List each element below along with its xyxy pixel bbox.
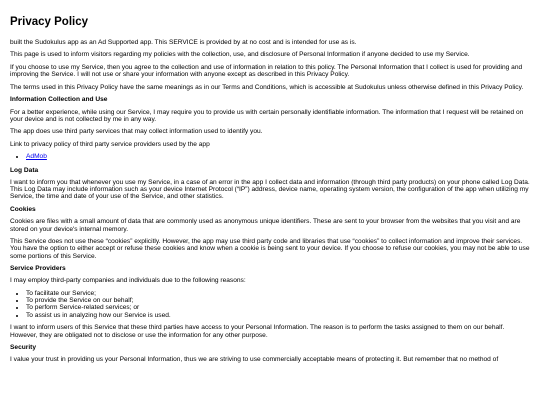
intro-paragraph-3: If you choose to use my Service, then you agree to the collection and use of information in relation to this policy. The Personal Information that I collect is used for providing and improving the Service. I will not use or share your information with anyone except as described in this Privacy Policy. bbox=[10, 63, 523, 79]
intro-paragraph-2: This page is used to inform visitors regarding my policies with the collection, use, and disclosure of Personal Information if anyone decided to use my Service. bbox=[10, 51, 470, 59]
intro-paragraph-4: The terms used in this Privacy Policy have the same meanings as in our Terms and Conditions, which is accessible at Sudokulus unless otherwise defined in this Privacy Policy. bbox=[10, 83, 524, 91]
security-paragraph: I value your trust in providing us your Personal Information, thus we are striving to use commercially acceptable means of protecting it. But remember that no method of bbox=[10, 356, 499, 364]
list-item: • To provide the Service on our behalf; bbox=[26, 297, 530, 304]
list-item: • To facilitate our Service; bbox=[26, 290, 530, 297]
info-collection-paragraph-3: Link to privacy policy of third party service providers used by the app bbox=[10, 140, 210, 148]
security-heading: Security bbox=[10, 344, 37, 352]
list-item: • To assist us in analyzing how our Service is used. bbox=[26, 312, 530, 319]
service-reasons-list bbox=[10, 290, 530, 319]
info-collection-heading: Information Collection and Use bbox=[10, 96, 108, 104]
service-providers-heading: Service Providers bbox=[10, 265, 66, 273]
service-providers-paragraph-2: I want to inform users of this Service that these third parties have access to your Personal Information. The reason is to perform the tasks assigned to them on our behalf. However, they are obligated not to disclose or use the information for any other purpose. bbox=[10, 324, 505, 339]
intro-paragraph-1: built the Sudokulus app as an Ad Supported app. This SERVICE is provided by at no cost and is intended for use as is. bbox=[10, 39, 357, 46]
info-collection-paragraph-2: The app does use third party services that may collect information used to identify you. bbox=[10, 128, 263, 136]
list-item: • To perform Service-related services; or bbox=[26, 304, 530, 311]
cookies-heading: Cookies bbox=[10, 205, 36, 213]
page-title: Privacy Policy bbox=[10, 16, 88, 28]
cookies-paragraph-2: This Service does not use these “cookies” explicitly. However, the app may use third party code and libraries that use “cookies” to collect information and improve their services. You have the option to either accept or refuse these cookies and know when a cookie is being sent to your device. If you choose to refuse our cookies, you may not be able to use some portions of this Service. bbox=[10, 238, 530, 260]
log-data-heading: Log Data bbox=[10, 166, 39, 174]
service-providers-paragraph-1: I may employ third-party companies and individuals due to the following reasons: bbox=[10, 277, 246, 285]
cookies-paragraph-1: Cookies are files with a small amount of data that are commonly used as anonymous unique identifiers. These are sent to your browser from the websites that you visit and are stored on your device's internal memory. bbox=[10, 218, 521, 233]
admob-link[interactable]: AdMob bbox=[26, 153, 47, 161]
list-item bbox=[26, 153, 530, 160]
log-data-paragraph: I want to inform you that whenever you use my Service, in a case of an error in the app I collect data and information (through third party products) on your phone called Log Data. This Log Data may include information such as your device Internet Protocol (“IP”) address, device name, operating system version, the configuration of the app when utilizing my Service, the time and date of your use of the Service, and other statistics. bbox=[10, 178, 530, 201]
info-collection-paragraph-1: For a better experience, while using our Service, I may require you to provide us with certain personally identifiable information. The information that I request will be retained on your device and is not collected by me in any way. bbox=[10, 108, 524, 123]
third-party-links-list bbox=[10, 153, 530, 160]
